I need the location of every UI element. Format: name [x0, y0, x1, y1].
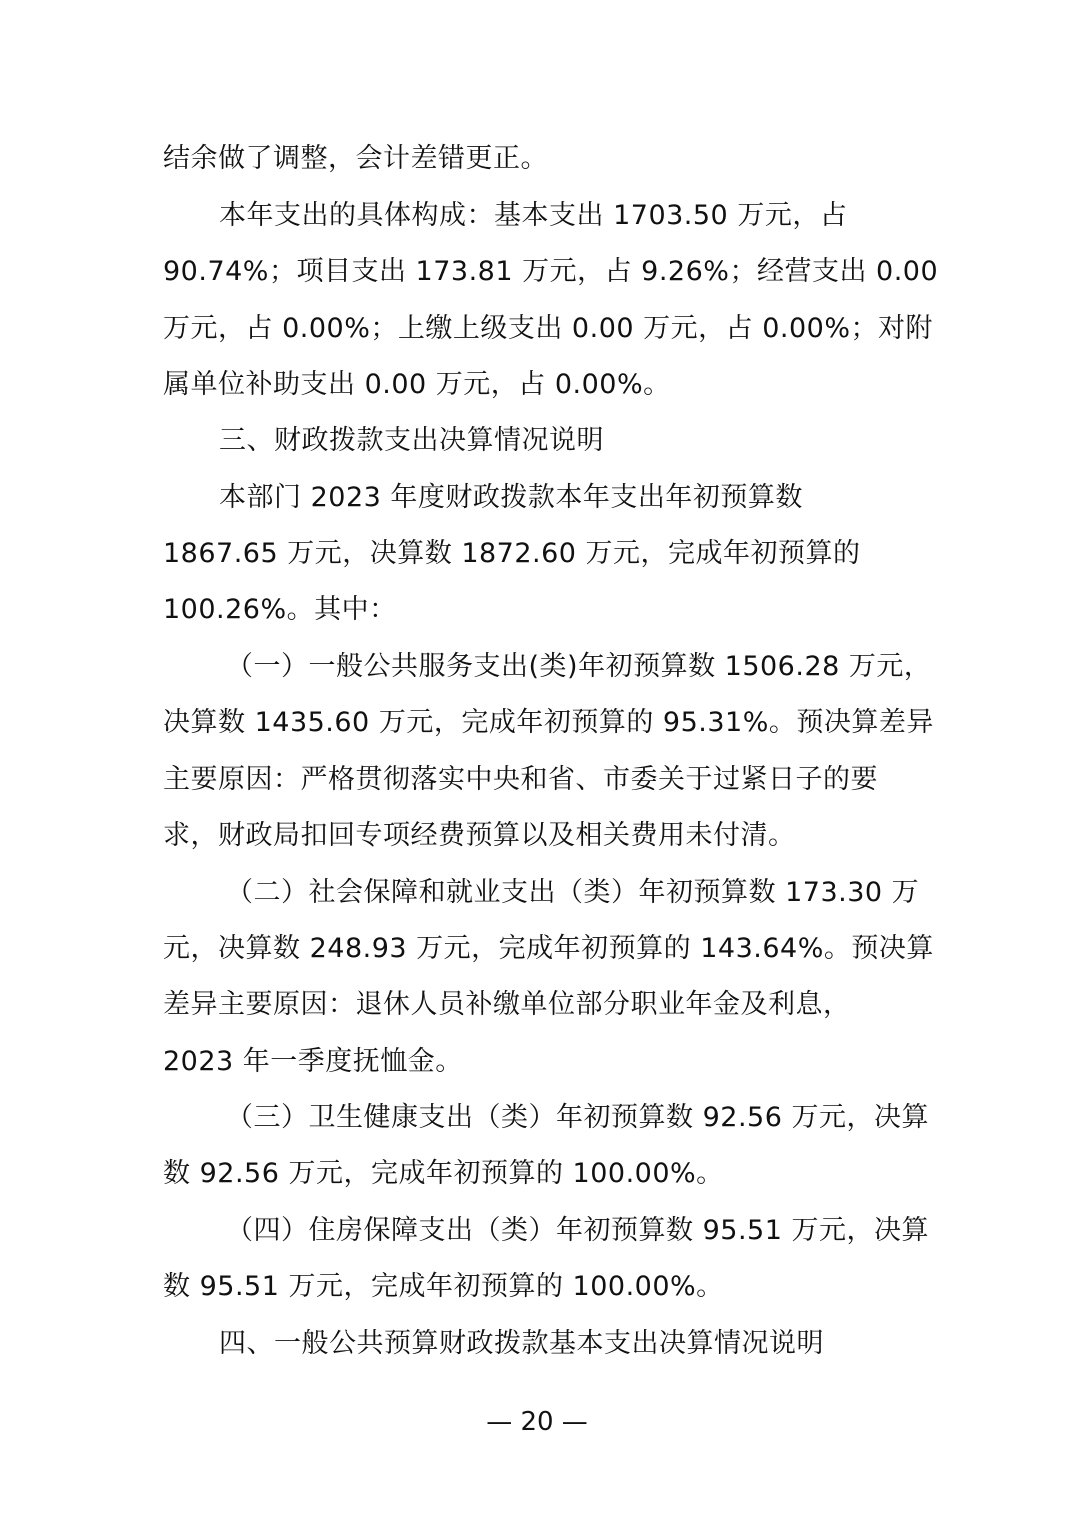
text-line: 求，财政局扣回专项经费预算以及相关费用未付清。 [163, 820, 796, 851]
page-number: — 20 — [486, 1407, 588, 1437]
text-line: （四）住房保障支出（类）年初预算数 95.51 万元，决算 [226, 1215, 929, 1246]
text-line: 主要原因：严格贯彻落实中央和省、市委关于过紧日子的要 [163, 764, 878, 795]
text-line: 决算数 1435.60 万元，完成年初预算的 95.31%。预决算差异 [163, 707, 934, 738]
text-line: 1867.65 万元，决算数 1872.60 万元，完成年初预算的 [163, 538, 861, 569]
text-line: 结余做了调整，会计差错更正。 [163, 143, 548, 174]
text-line: 2023 年一季度抚恤金。 [163, 1046, 463, 1077]
text-line: 数 95.51 万元，完成年初预算的 100.00%。 [163, 1271, 724, 1302]
text-line: 元，决算数 248.93 万元，完成年初预算的 143.64%。预决算 [163, 933, 934, 964]
text-line: 差异主要原因：退休人员补缴单位部分职业年金及利息， [163, 989, 851, 1020]
text-line: 本部门 2023 年度财政拨款本年支出年初预算数 [219, 482, 803, 513]
text-line: 100.26%。其中： [163, 594, 397, 625]
text-line: 数 92.56 万元，完成年初预算的 100.00%。 [163, 1158, 724, 1189]
text-line: 本年支出的具体构成：基本支出 1703.50 万元，占 [219, 200, 848, 231]
text-line: 属单位补助支出 0.00 万元，占 0.00%。 [163, 369, 671, 400]
section-heading: 三、财政拨款支出决算情况说明 [219, 425, 604, 456]
text-line: 万元，占 0.00%；上缴上级支出 0.00 万元，占 0.00%；对附 [163, 313, 933, 344]
text-line: （三）卫生健康支出（类）年初预算数 92.56 万元，决算 [226, 1102, 929, 1133]
text-line: 90.74%；项目支出 173.81 万元，占 9.26%；经营支出 0.00 [163, 256, 939, 287]
section-heading: 四、一般公共预算财政拨款基本支出决算情况说明 [219, 1328, 824, 1359]
text-line: （二）社会保障和就业支出（类）年初预算数 173.30 万 [226, 877, 920, 908]
text-line: （一）一般公共服务支出(类)年初预算数 1506.28 万元， [226, 651, 932, 682]
